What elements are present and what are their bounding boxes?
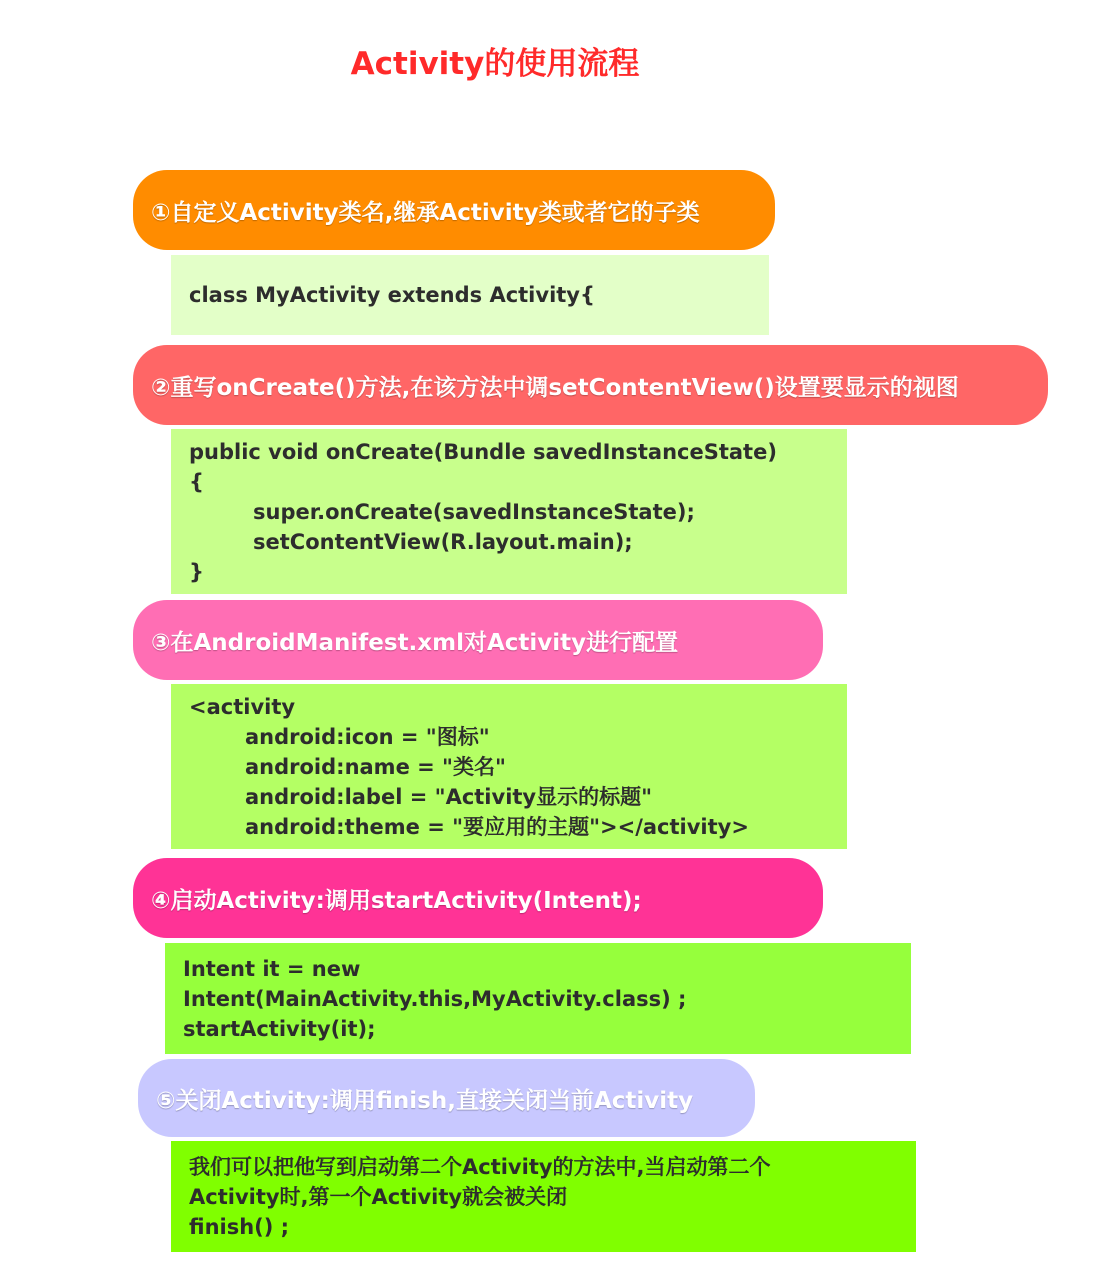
- code-line: android:theme = "要应用的主题"></activity>: [245, 815, 749, 839]
- step-4-text: ④启动Activity:调用startActivity(Intent);: [151, 887, 642, 914]
- step-5-text: ⑤关闭Activity:调用finish,直接关闭当前Activity: [156, 1087, 694, 1114]
- code-line: super.onCreate(savedInstanceState);: [253, 500, 695, 524]
- code-line: class MyActivity extends Activity{: [189, 283, 595, 307]
- code-line: Intent it = new: [183, 957, 361, 981]
- code-line: <activity: [189, 695, 296, 719]
- code-line: Activity时,第一个Activity就会被关闭: [189, 1185, 568, 1209]
- code-line: android:label = "Activity显示的标题": [245, 785, 653, 809]
- code-line: android:name = "类名": [245, 755, 506, 779]
- step-4-label: [133, 858, 823, 938]
- step-2-text: ②重写onCreate()方法,在该方法中调setContentView()设置要显示的视图: [151, 374, 959, 401]
- step-1-label: [133, 170, 775, 250]
- step-3-label: [133, 600, 823, 680]
- code-line: finish() ;: [189, 1215, 290, 1239]
- step-2-code: [171, 429, 847, 594]
- step-2-label: [133, 345, 1048, 425]
- step-1-code: [171, 255, 769, 335]
- step-5-label: [138, 1059, 755, 1137]
- step-3-code: [171, 684, 847, 849]
- diagram-title: Activity的使用流程: [350, 46, 640, 82]
- code-line: android:icon = "图标": [245, 725, 490, 749]
- code-line: Intent(MainActivity.this,MyActivity.class) ;: [183, 987, 687, 1011]
- code-line: public void onCreate(Bundle savedInstanceState): [189, 440, 777, 464]
- code-line: setContentView(R.layout.main);: [253, 530, 633, 554]
- step-4-code: [165, 943, 911, 1054]
- code-line: startActivity(it);: [183, 1017, 376, 1041]
- step-1-text: ①自定义Activity类名,继承Activity类或者它的子类: [151, 199, 700, 226]
- step-3-text: ③在AndroidManifest.xml对Activity进行配置: [151, 629, 679, 656]
- code-line: }: [189, 560, 204, 584]
- step-5-code: [171, 1141, 916, 1252]
- code-line: 我们可以把他写到启动第二个Activity的方法中,当启动第二个: [189, 1155, 771, 1179]
- code-line: {: [189, 470, 204, 494]
